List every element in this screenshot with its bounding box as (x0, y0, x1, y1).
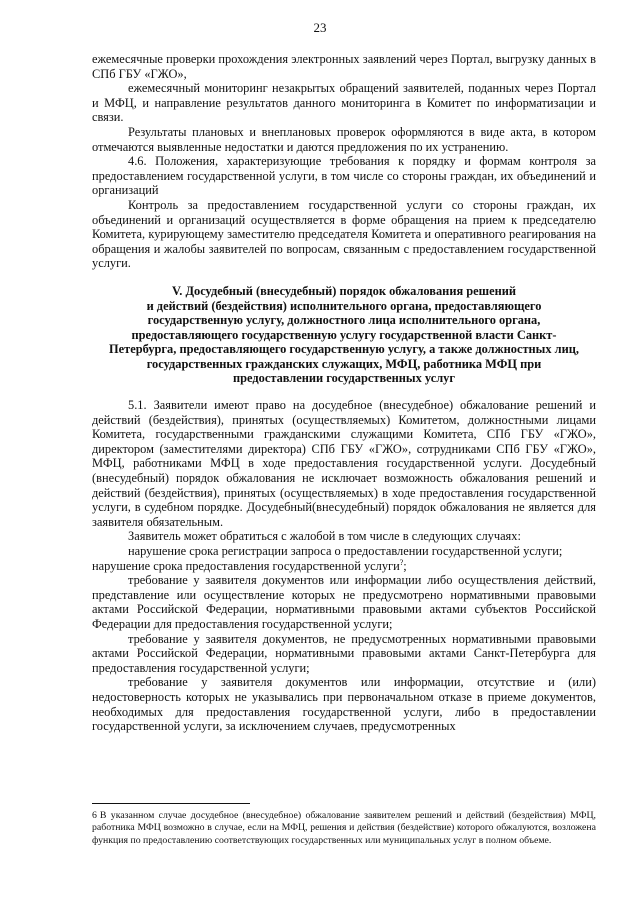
footnote-divider (92, 803, 250, 804)
paragraph-clause-5-1: 5.1. Заявители имеют право на досудебное (внесудебное) обжалование решений и действий (бездействия), принятых (осуществляемых) Комитетом, должностными лицами Комитета, государственными гражданскими служащими Комитета, СПб ГБУ «ГЖО», директором (заместителями директора) СПб ГБУ «ГЖО», сотрудниками СПб ГБУ «ГЖО», МФЦ, работниками МФЦ в ходе предоставления государственной услуги. Досудебный (внесудебный) порядок обжалования не исключает возможность обжалования решений и действий (бездействия), принятых (осуществляемых) в ходе предоставления государственной услуги, в судебном порядке. Досудебный(внесудебный) порядок обжалования не является для заявителя обязательным. (92, 398, 596, 529)
heading-line: V. Досудебный (внесудебный) порядок обжалования решений (171, 283, 517, 298)
paragraph-unlisted-documents: требование у заявителя документов, не предусмотренных нормативными правовыми актами Российской Федерации, нормативными правовыми актами Санкт-Петербурга для предоставления государственной услуги; (92, 631, 596, 675)
service-deadline-text: нарушение срока предоставления государственной услуги (92, 558, 400, 573)
paragraph-clause-4-6: 4.6. Положения, характеризующие требования к порядку и формам контроля за предоставлением государственной услуги, в том числе со стороны граждан, их объединений и организаций (92, 154, 596, 198)
heading-line: Петербурга, предоставляющего государственную услугу, а также должностных лиц, (109, 342, 579, 357)
footnote-text: В указанном случае досудебное (внесудебное) обжалование заявителем решений и действий (бездействия) МФЦ, работника МФЦ возможно в случае, если на МФЦ, решения и действия (бездействие) которого обжалуются, возложена функция по предоставлению соответствующих государственных или муниципальных услуг в полном объеме. (92, 810, 596, 846)
heading-line: государственную услугу, должностного лица исполнительного органа, (147, 313, 541, 328)
paragraph-complaint-cases: Заявитель может обратиться с жалобой в том числе в следующих случаях: (128, 529, 521, 544)
body-text (92, 52, 596, 734)
paragraph-inspection-results: Результаты плановых и внеплановых проверок оформляются в виде акта, в котором отмечаются выявленные недостатки и даются предложения по их устранению. (92, 124, 596, 154)
paragraph-monitoring: ежемесячный мониторинг незакрытых обращений заявителей, поданных через Портал и МФЦ, и направление результатов данного мониторинга в Комитет по информатизации и связи. (92, 81, 596, 125)
paragraph-registration-deadline: нарушение срока регистрации запроса о предоставлении государственной услуги; (128, 544, 563, 558)
paragraph-missing-info: требование у заявителя документов или информации, отсутствие и (или) недостоверность которых не указывались при первоначальном отказе в приеме документов, необходимых для предоставления государственной услуги, либо в предоставлении государственной услуги, за исключением случаев, предусмотренных (92, 675, 596, 734)
paragraph-citizen-control: Контроль за предоставлением государственной услуги со стороны граждан, их объединений и организаций осуществляется в форме обращения на прием к председателю Комитета, курирующему заместителю председателя Комитета и оперативного реагирования на обращения и жалобы заявителей по вопросам, связанным с предоставлением государственной услуги. (92, 197, 596, 271)
section-heading (92, 284, 596, 386)
footnote-reference: ? (399, 557, 404, 567)
heading-line: предоставляющего государственную услугу государственной власти Санкт- (131, 327, 557, 342)
heading-line: и действий (бездействия) исполнительного органа, предоставляющего (146, 298, 542, 313)
footnote-mark: 6 (92, 810, 97, 821)
paragraph-extra-documents: требование у заявителя документов или информации либо осуществления действий, представление или осуществление которых не предусмотрено нормативными правовыми актами Российской Федерации, нормативными правовыми актами субъектов Российской Федерации для предоставления государственной услуги; (92, 573, 596, 631)
heading-line: предоставлении государственных услуг (233, 371, 455, 386)
footnote (92, 810, 596, 847)
paragraph-portal-checks: ежемесячные проверки прохождения электронных заявлений через Портал, выгрузку данных в СПб ГБУ «ГЖО», (92, 52, 596, 81)
heading-line: государственных гражданских служащих, МФЦ, работника МФЦ при (146, 356, 542, 371)
page-number: 23 (313, 20, 327, 35)
paragraph-service-deadline: нарушение срока предоставления государственной услуги?; (92, 557, 407, 573)
